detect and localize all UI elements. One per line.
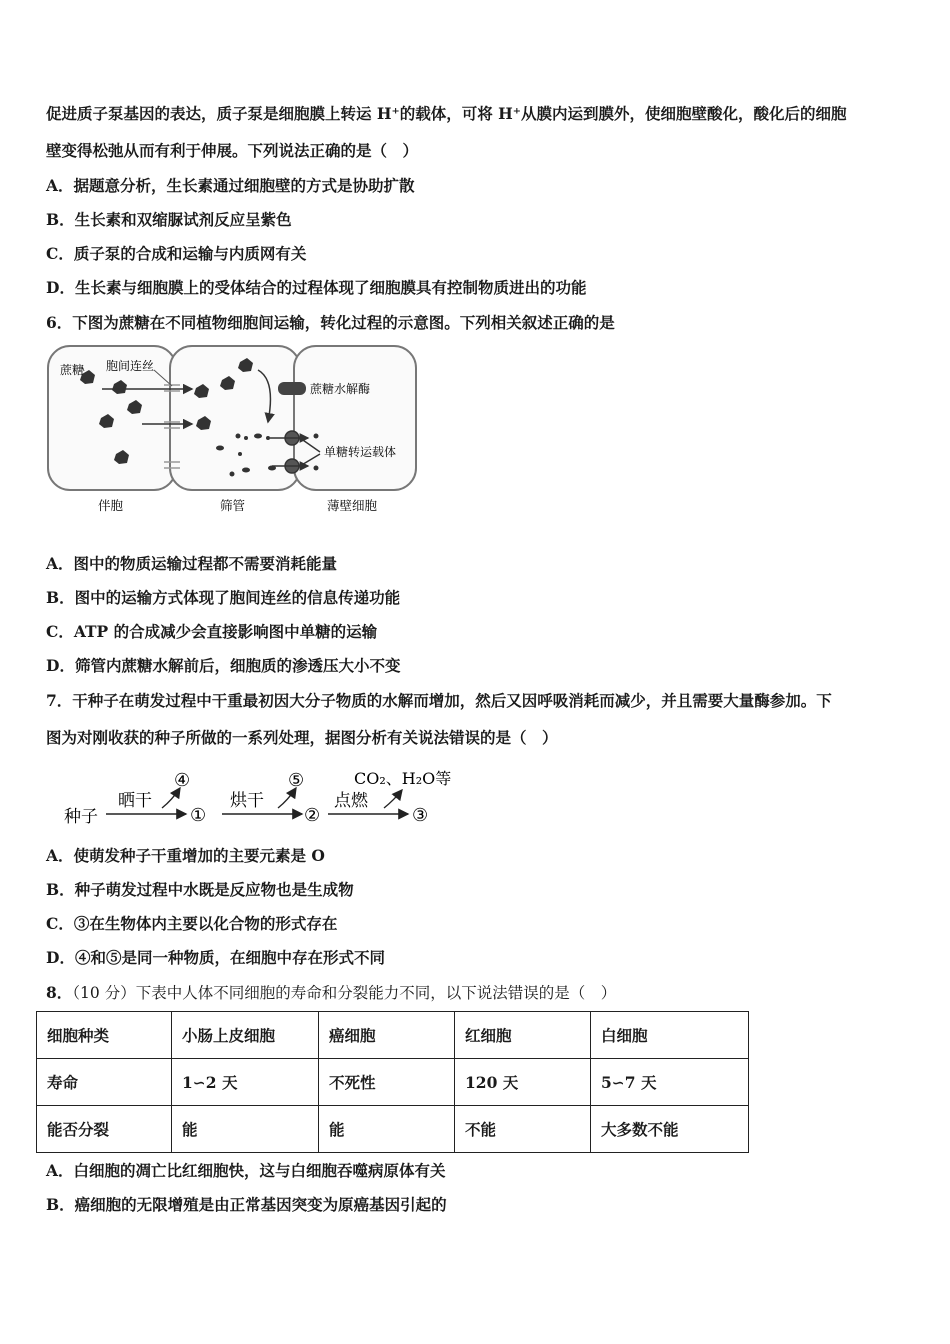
q6-stem: 6．下图为蔗糖在不同植物细胞间运输，转化过程的示意图。下列相关叙述正确的是 xyxy=(46,313,615,332)
sucrase-enzyme xyxy=(278,382,306,395)
step-oven-dry: 烘干 xyxy=(230,791,264,811)
label-sucrase: 蔗糖水解酶 xyxy=(310,382,371,396)
table-cell: 能 xyxy=(172,1106,319,1153)
q7-stem-line1: 7．干种子在萌发过程中干重最初因大分子物质的水解而增加，然后又因呼吸消耗而减少，并且需要大量酶参加。下 xyxy=(46,691,832,710)
seed-label: 种子 xyxy=(64,807,98,827)
table-cell: 5∽7 天 xyxy=(591,1059,749,1106)
num-4: ④ xyxy=(174,770,191,791)
table-cell: 寿命 xyxy=(37,1059,172,1106)
q6-option-c: C．ATP 的合成减少会直接影响图中单糖的运输 xyxy=(46,622,378,641)
sieve-tube xyxy=(170,346,300,490)
table-row xyxy=(37,1059,749,1106)
step-ignite: 点燃 xyxy=(334,791,368,811)
table-header-row xyxy=(37,1012,749,1059)
q5-stem-line1: 促进质子泵基因的表达，质子泵是细胞膜上转运 H⁺的载体，可将 H⁺从膜内运到膜外，使细胞壁酸化，酸化后的细胞 xyxy=(46,104,847,123)
q7-option-b: B．种子萌发过程中水既是反应物也是生成物 xyxy=(46,880,354,899)
q5-stem-line2: 壁变得松弛从而有利于伸展。下列说法正确的是（ ） xyxy=(46,141,419,160)
q5-option-d: D．生长素与细胞膜上的受体结合的过程体现了细胞膜具有控制物质进出的功能 xyxy=(46,278,587,297)
q8-option-a: A．白细胞的凋亡比红细胞快，这与白细胞吞噬病原体有关 xyxy=(46,1161,446,1180)
q7-option-a: A．使萌发种子干重增加的主要元素是 O xyxy=(46,846,325,865)
table-header-cell: 小肠上皮细胞 xyxy=(172,1012,319,1059)
q6-option-d: D．筛管内蔗糖水解前后，细胞质的渗透压大小不变 xyxy=(46,656,401,675)
q8-stem: （10 分）下表中人体不同细胞的寿命和分裂能力不同，以下说法错误的是（ ） xyxy=(72,984,617,1002)
q7-option-c: C．③在生物体内主要以化合物的形式存在 xyxy=(46,914,338,933)
num-1: ① xyxy=(190,805,207,826)
table-header-cell: 细胞种类 xyxy=(37,1012,172,1059)
num-2: ② xyxy=(304,805,321,826)
label-parenchyma: 薄壁细胞 xyxy=(327,498,378,513)
q5-option-a: A．据题意分析，生长素通过细胞壁的方式是协助扩散 xyxy=(46,176,415,195)
label-sucrose: 蔗糖 xyxy=(60,363,85,377)
q8-option-b: B．癌细胞的无限增殖是由正常基因突变为原癌基因引起的 xyxy=(46,1195,447,1214)
q5-option-c: C．质子泵的合成和运输与内质网有关 xyxy=(46,244,307,263)
table-cell: 能 xyxy=(319,1106,455,1153)
q6-option-b: B．图中的运输方式体现了胞间连丝的信息传递功能 xyxy=(46,588,401,607)
table-cell: 能否分裂 xyxy=(37,1106,172,1153)
table-cell: 120 天 xyxy=(455,1059,591,1106)
q6-option-a: A．图中的物质运输过程都不需要消耗能量 xyxy=(46,554,338,573)
label-carrier: 单糖转运载体 xyxy=(324,445,397,459)
table-header-cell: 红细胞 xyxy=(455,1012,591,1059)
product-label: CO₂、H₂O等 xyxy=(354,769,452,788)
table-header-cell: 癌细胞 xyxy=(319,1012,455,1059)
num-5: ⑤ xyxy=(288,770,305,791)
q8-stem-line xyxy=(46,981,616,1003)
q8-number: 8． xyxy=(46,983,73,1002)
parenchyma-cell xyxy=(294,346,416,490)
label-plasmodesmata: 胞间连丝 xyxy=(106,359,155,373)
label-companion-cell: 伴胞 xyxy=(98,498,124,513)
cell-lifespan-table xyxy=(36,1011,749,1153)
step-sun-dry: 晒干 xyxy=(118,791,152,811)
table-row xyxy=(37,1106,749,1153)
q7-process-diagram xyxy=(62,764,472,830)
q7-option-d: D．④和⑤是同一种物质，在细胞中存在形式不同 xyxy=(46,948,385,967)
num-3: ③ xyxy=(412,805,429,826)
label-sieve-tube: 筛管 xyxy=(220,498,246,513)
table-header-cell: 白细胞 xyxy=(591,1012,749,1059)
table-cell: 不死性 xyxy=(319,1059,455,1106)
table-cell: 大多数不能 xyxy=(591,1106,749,1153)
q7-stem-line2: 图为对刚收获的种子所做的一系列处理，据图分析有关说法错误的是（ ） xyxy=(46,728,558,747)
q6-cell-diagram xyxy=(44,340,424,522)
table-cell: 不能 xyxy=(455,1106,591,1153)
table-cell: 1∽2 天 xyxy=(172,1059,319,1106)
q5-option-b: B．生长素和双缩脲试剂反应呈紫色 xyxy=(46,210,292,229)
